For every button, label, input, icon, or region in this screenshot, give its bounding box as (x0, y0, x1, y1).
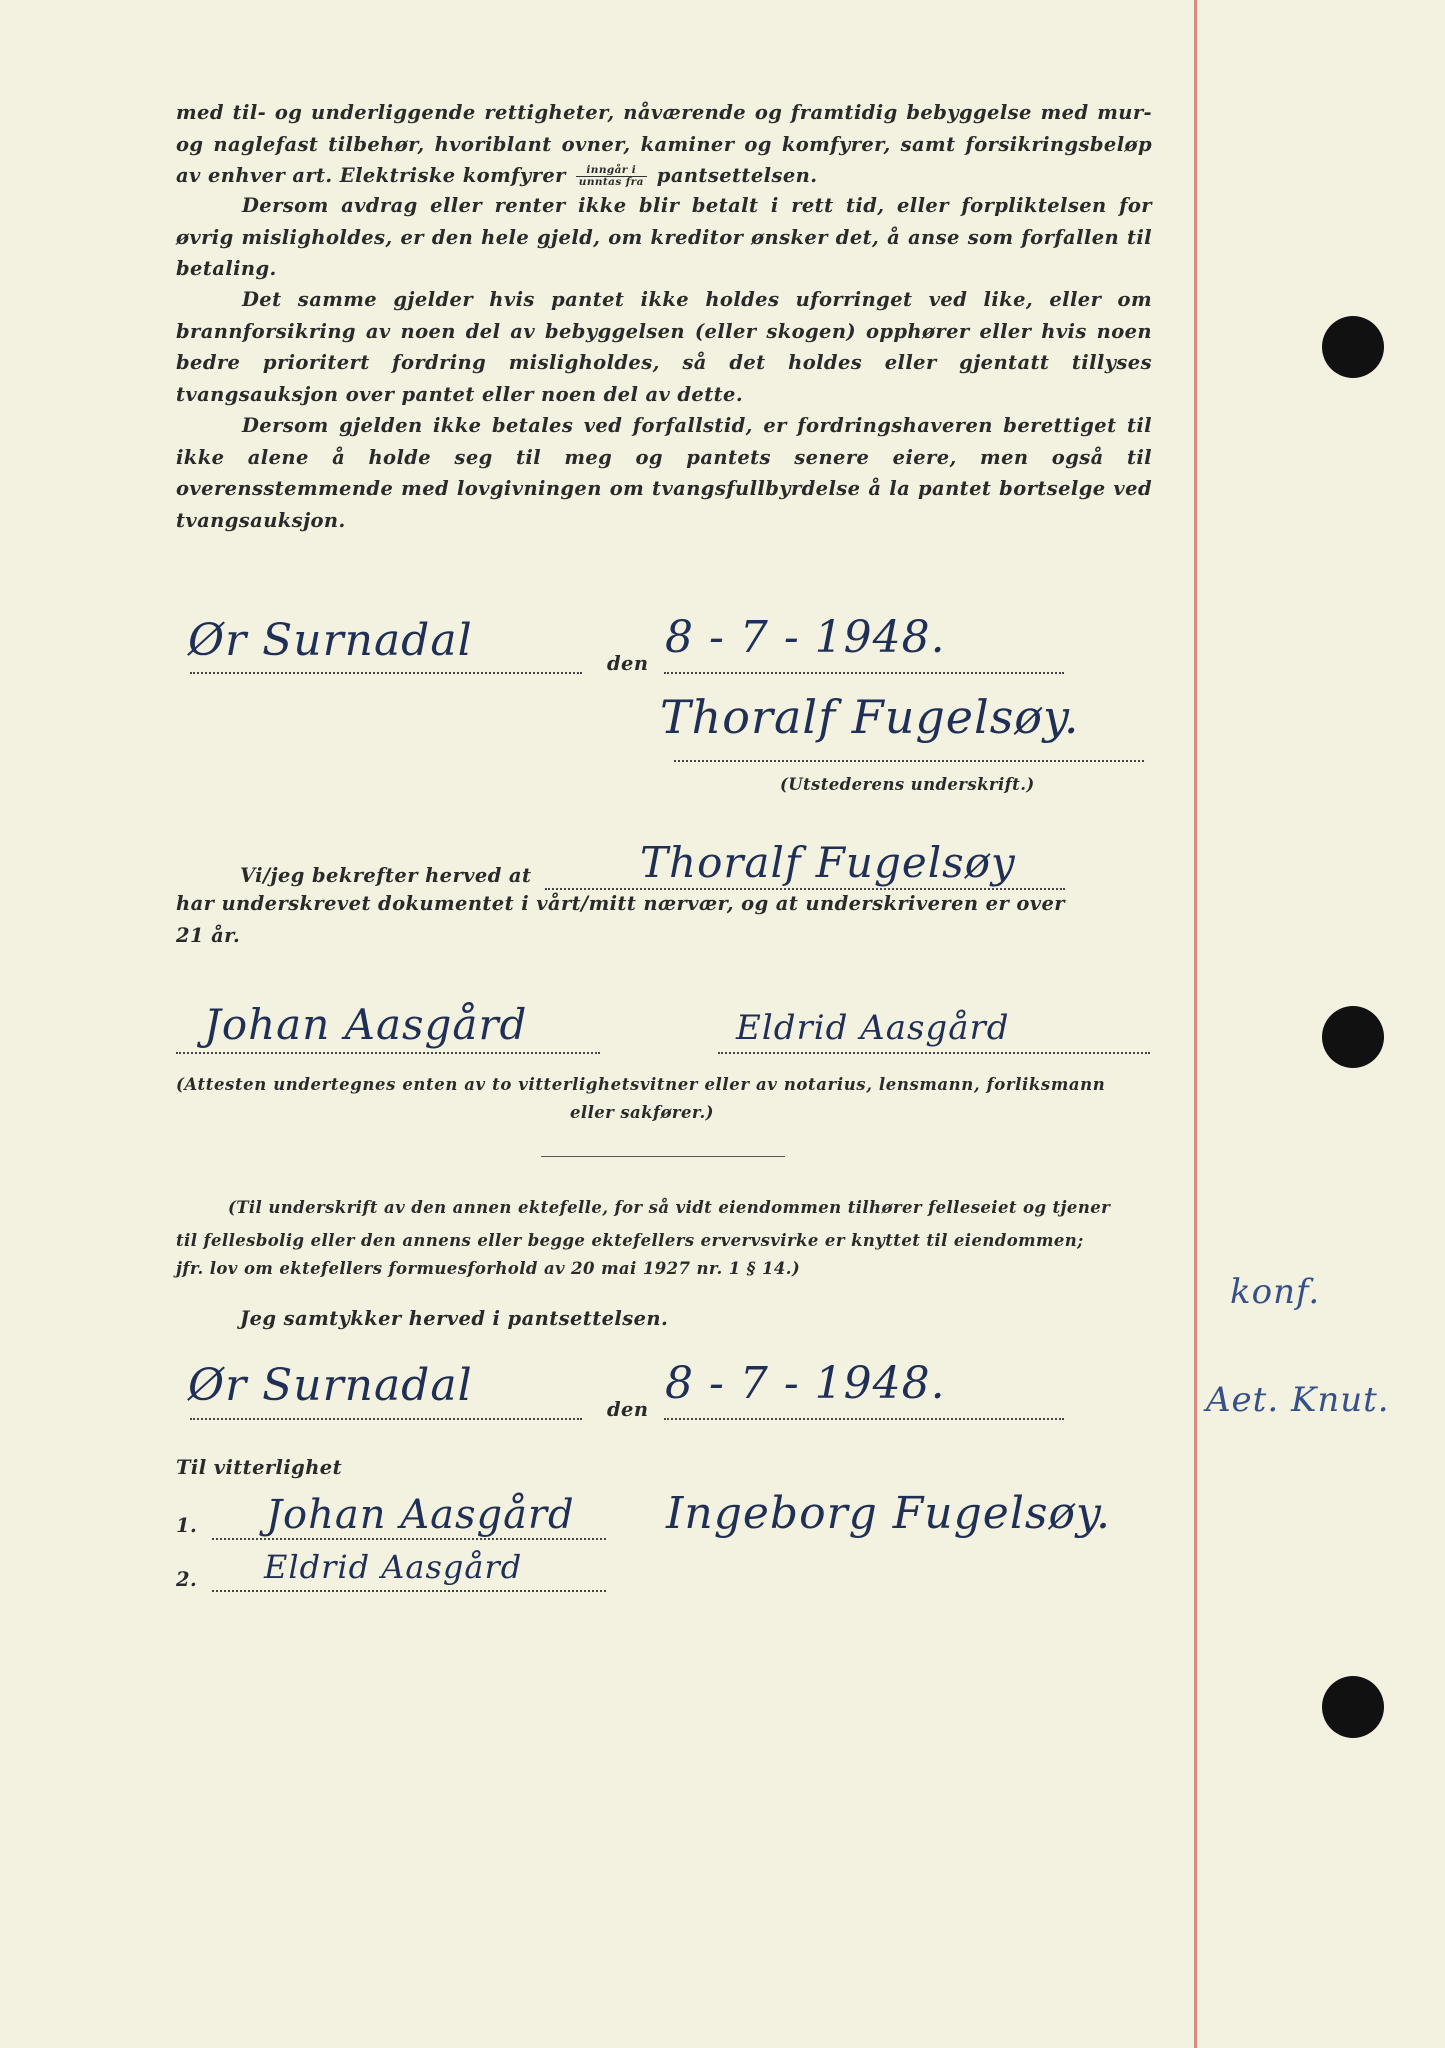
punch-hole (1322, 1676, 1384, 1738)
attestation-line-3: 21 år. (176, 924, 241, 947)
dotted-line (176, 1052, 600, 1054)
place-handwritten: Ør Surnadal (188, 615, 473, 666)
date-handwritten: 8 - 7 - 1948. (665, 612, 946, 663)
issuer-signature: Thoralf Fugelsøy. (660, 690, 1080, 744)
witness-number-2: 2. (176, 1568, 198, 1591)
den-label: den (607, 652, 649, 675)
witness-2-signature: Eldrid Aasgård (736, 1008, 1010, 1048)
fraction-bottom: unntas fra (578, 176, 644, 188)
consent-text: Jeg samtykker herved i pantsettelsen. (240, 1307, 669, 1330)
attestation-label: Vi/jeg bekrefter herved at (240, 864, 532, 887)
attested-signer: Thoralf Fugelsøy (640, 838, 1016, 887)
punch-hole (1322, 316, 1384, 378)
spouse-note-3: jfr. lov om ektefellers formuesforhold av 20 mai 1927 nr. 1 § 14.) (176, 1259, 801, 1278)
dotted-line (674, 760, 1144, 762)
dotted-line (664, 1418, 1064, 1420)
divider (541, 1156, 785, 1157)
margin-line (1194, 0, 1197, 2048)
dotted-line (545, 888, 1065, 890)
witness-number-1: 1. (176, 1514, 198, 1537)
attestation-line-2: har underskrevet dokumentet i vårt/mitt nærvær, og at underskriveren er over (176, 892, 1065, 915)
fraction (576, 165, 647, 188)
paragraph-3: Det samme gjelder hvis pantet ikke holdes uforringet ved like, eller om brannforsikring av noen del av bebyggelsen (eller skogen) opphører eller hvis noen bedre prioritert fordring misligholdes, så det holdes eller gjentatt tillyses tvangsauksjon over pantet eller noen del av dette. (176, 288, 1152, 406)
paragraph-1-text: med til- og underliggende rettigheter, nåværende og framtidig bebyggelse med mur- og naglefast tilbehør, hvoriblant ovner, kaminer og komfyrer, samt forsikringsbeløp av enhver art. Elektriske komfyrer (176, 101, 1152, 187)
dotted-line (190, 672, 582, 674)
margin-note-2: Aet. Knut. (1206, 1380, 1390, 1420)
attestation-note-2: eller sakfører.) (570, 1103, 714, 1122)
attestation-note-1: (Attesten undertegnes enten av to vitterlighetsvitner eller av notarius, lensmann, forliksmann (176, 1075, 1106, 1094)
den-label-2: den (607, 1398, 649, 1421)
punch-hole (1322, 1006, 1384, 1068)
margin-note-1: konf. (1230, 1272, 1321, 1312)
spouse-witness-1-signature: Johan Aasgård (266, 1492, 575, 1538)
dotted-line (718, 1052, 1150, 1054)
paragraph-4: Dersom gjelden ikke betales ved forfallstid, er fordringshaveren berettiget til ikke alene å holde seg til meg og pantets senere eiere, men også til overensstemmende med lovgivningen om tvangsfullbyrdelse å la pantet bortselge ved tvangsauksjon. (176, 414, 1152, 532)
dotted-line (190, 1418, 582, 1420)
witness-1-signature: Johan Aasgård (204, 1000, 528, 1049)
date-handwritten-2: 8 - 7 - 1948. (665, 1358, 946, 1409)
spouse-signature: Ingeborg Fugelsøy. (666, 1488, 1111, 1539)
paragraph-1 (176, 97, 1152, 192)
spouse-note-2: til fellesbolig eller den annens eller begge ektefellers ervervsvirke er knyttet til eiendommen; (176, 1231, 1084, 1250)
issuer-caption: (Utstederens underskrift.) (780, 775, 1035, 794)
paragraph-1-end: pantsettelsen. (656, 164, 818, 187)
spouse-witness-2-signature: Eldrid Aasgård (264, 1548, 523, 1586)
dotted-line (212, 1590, 606, 1592)
fraction-top: inngår i (576, 165, 647, 177)
place-handwritten-2: Ør Surnadal (188, 1360, 473, 1411)
paragraph-2: Dersom avdrag eller renter ikke blir betalt i rett tid, eller forpliktelsen for øvrig misligholdes, er den hele gjeld, om kreditor ønsker det, å anse som forfallen til betaling. (176, 194, 1152, 280)
til-vitterlighet: Til vitterlighet (176, 1456, 342, 1479)
spouse-note-1: (Til underskrift av den annen ektefelle, for så vidt eiendommen tilhører felleseiet og tjener (228, 1198, 1111, 1217)
dotted-line (212, 1538, 606, 1540)
dotted-line (664, 672, 1064, 674)
